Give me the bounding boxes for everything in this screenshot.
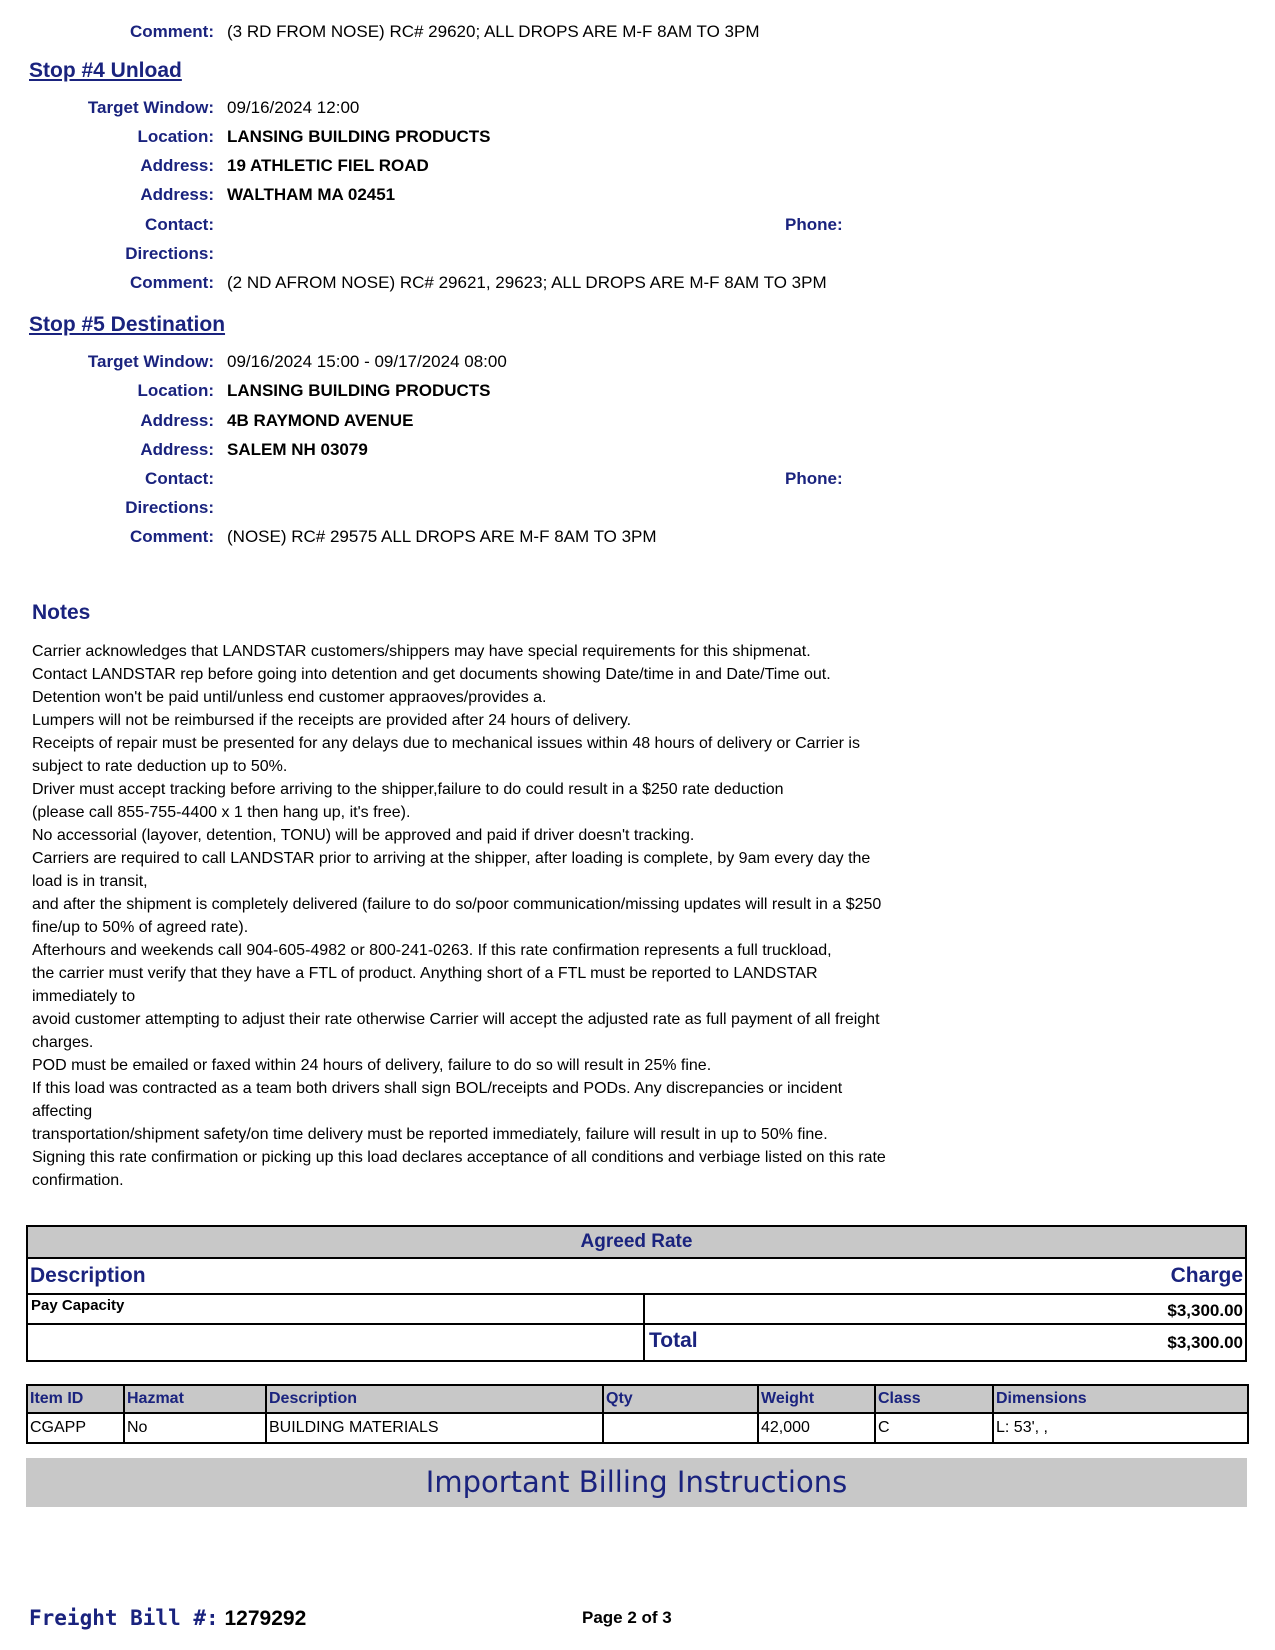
notes-body (32, 640, 972, 1192)
freight-bill (29, 1606, 306, 1631)
stop5-address2-row (0, 440, 1275, 464)
weight-cell: 42,000 (758, 1413, 875, 1443)
contact-label: Contact: (145, 469, 214, 488)
notes-line: subject to rate deduction up to 50%. (32, 758, 288, 775)
stop5-contact-row (0, 469, 1275, 493)
dimensions-header: Dimensions (993, 1385, 1248, 1413)
location-value: LANSING BUILDING PRODUCTS (227, 127, 491, 146)
items-header-row (27, 1385, 1248, 1413)
total-value: $3,300.00 (1167, 1333, 1243, 1352)
notes-line: confirmation. (32, 1172, 124, 1189)
stop5-title: Stop #5 Destination (29, 313, 226, 336)
stop5-comment-row (0, 527, 1275, 551)
notes-line: POD must be emailed or faxed within 24 hours of delivery, failure to do so will result in 25% fine. (32, 1057, 712, 1074)
stop4-contact-row (0, 215, 1275, 239)
total-label: Total (649, 1329, 698, 1352)
stop4-target-window-row (0, 98, 1275, 122)
address-value: WALTHAM MA 02451 (227, 185, 396, 204)
class-header: Class (875, 1385, 993, 1413)
item-id-cell: CGAPP (27, 1413, 124, 1443)
stop5-location-row (0, 381, 1275, 405)
notes-line: affecting (32, 1103, 93, 1120)
qty-cell (603, 1413, 758, 1443)
class-cell: C (875, 1413, 993, 1443)
rate-line-description: Pay Capacity (28, 1295, 645, 1323)
items-table (26, 1384, 1249, 1444)
target-window-label: Target Window: (87, 352, 214, 371)
contact-label: Contact: (145, 215, 214, 234)
description-header: Description (30, 1264, 146, 1287)
phone-label: Phone: (785, 469, 843, 488)
notes-line: If this load was contracted as a team both drivers shall sign BOL/receipts and PODs. Any discrepancies or incident (32, 1080, 843, 1097)
stop4-address1-row (0, 156, 1275, 180)
agreed-rate-title: Agreed Rate (28, 1227, 1245, 1259)
stop4-title: Stop #4 Unload (29, 59, 182, 82)
notes-line: charges. (32, 1034, 94, 1051)
rate-line-charge: $3,300.00 (1167, 1301, 1243, 1320)
hazmat-cell: No (124, 1413, 266, 1443)
notes-line: Receipts of repair must be presented for any delays due to mechanical issues within 48 hours of delivery or Carrier is (32, 735, 860, 752)
description-cell: BUILDING MATERIALS (266, 1413, 603, 1443)
address-value: 19 ATHLETIC FIEL ROAD (227, 156, 429, 175)
address-label: Address: (140, 440, 214, 459)
rate-total-empty-cell (28, 1325, 645, 1360)
rate-total-row (28, 1325, 1245, 1360)
weight-header: Weight (758, 1385, 875, 1413)
comment-label: Comment: (129, 273, 214, 292)
item-id-header: Item ID (27, 1385, 124, 1413)
location-value: LANSING BUILDING PRODUCTS (227, 381, 491, 400)
notes-line: the carrier must verify that they have a FTL of product. Anything short of a FTL must be reported to LANDSTAR (32, 965, 818, 982)
target-window-value: 09/16/2024 12:00 (227, 98, 360, 117)
notes-line: fine/up to 50% of agreed rate). (32, 919, 249, 936)
description-header: Description (266, 1385, 603, 1413)
stop5-directions-row (0, 498, 1275, 522)
billing-instructions-banner: Important Billing Instructions (26, 1458, 1247, 1507)
address-label: Address: (140, 156, 214, 175)
notes-line: Carriers are required to call LANDSTAR prior to arriving at the shipper, after loading is complete, by 9am every day the (32, 850, 871, 867)
stop4-location-row (0, 127, 1275, 151)
notes-line: Contact LANDSTAR rep before going into detention and get documents showing Date/time in and Date/Time out. (32, 666, 831, 683)
page-number: Page 2 of 3 (582, 1608, 672, 1627)
directions-label: Directions: (125, 498, 214, 517)
stop5-target-window-row (0, 352, 1275, 376)
comment-label: Comment: (129, 22, 214, 41)
notes-line: load is in transit, (32, 873, 148, 890)
stop4-comment-row (0, 273, 1275, 297)
freight-bill-number: 1279292 (224, 1607, 307, 1630)
notes-line: Afterhours and weekends call 904-605-4982 or 800-241-0263. If this rate confirmation represents a full truckload, (32, 942, 832, 959)
charge-header: Charge (1170, 1264, 1243, 1287)
stop4-directions-row (0, 244, 1275, 268)
location-label: Location: (137, 381, 214, 400)
stop3-comment-row (0, 22, 1275, 46)
notes-line: avoid customer attempting to adjust their rate otherwise Carrier will accept the adjusted rate as full payment of all freight (32, 1011, 880, 1028)
address-value: SALEM NH 03079 (227, 440, 368, 459)
phone-label: Phone: (785, 215, 843, 234)
notes-line: No accessorial (layover, detention, TONU) will be approved and paid if driver doesn't tracking. (32, 827, 695, 844)
comment-value: (NOSE) RC# 29575 ALL DROPS ARE M-F 8AM TO 3PM (227, 527, 657, 546)
address-value: 4B RAYMOND AVENUE (227, 411, 414, 430)
dimensions-cell: L: 53', , (993, 1413, 1248, 1443)
notes-line: Lumpers will not be reimbursed if the receipts are provided after 24 hours of delivery. (32, 712, 632, 729)
freight-bill-label: Freight Bill #: (29, 1606, 219, 1630)
notes-line: Driver must accept tracking before arriving to the shipper,failure to do could result in a $250 rate deduction (32, 781, 784, 798)
table-row (27, 1413, 1248, 1443)
directions-label: Directions: (125, 244, 214, 263)
comment-value: (3 RD FROM NOSE) RC# 29620; ALL DROPS ARE M-F 8AM TO 3PM (227, 22, 760, 41)
hazmat-header: Hazmat (124, 1385, 266, 1413)
comment-label: Comment: (129, 527, 214, 546)
stop5-address1-row (0, 411, 1275, 435)
notes-line: Signing this rate confirmation or picking up this load declares acceptance of all conditions and verbiage listed on this rate (32, 1149, 886, 1166)
qty-header: Qty (603, 1385, 758, 1413)
notes-line: immediately to (32, 988, 136, 1005)
target-window-label: Target Window: (87, 98, 214, 117)
comment-value: (2 ND AFROM NOSE) RC# 29621, 29623; ALL DROPS ARE M-F 8AM TO 3PM (227, 273, 827, 292)
notes-line: transportation/shipment safety/on time delivery must be reported immediately, failure will result in up to 50% fine. (32, 1126, 828, 1143)
notes-title: Notes (32, 601, 91, 624)
agreed-rate-header-row (28, 1259, 1245, 1295)
address-label: Address: (140, 411, 214, 430)
notes-line: Carrier acknowledges that LANDSTAR customers/shippers may have special requirements for this shipmenat. (32, 643, 811, 660)
notes-line: and after the shipment is completely delivered (failure to do so/poor communication/missing updates will result in a $250 (32, 896, 882, 913)
stop4-address2-row (0, 185, 1275, 209)
notes-line: (please call 855-755-4400 x 1 then hang up, it's free). (32, 804, 411, 821)
agreed-rate-table (26, 1225, 1247, 1362)
notes-line: Detention won't be paid until/unless end customer appraoves/provides a. (32, 689, 547, 706)
location-label: Location: (137, 127, 214, 146)
rate-total-cell (645, 1325, 1245, 1360)
rate-line-row (28, 1295, 1245, 1325)
target-window-value: 09/16/2024 15:00 - 09/17/2024 08:00 (227, 352, 507, 371)
address-label: Address: (140, 185, 214, 204)
